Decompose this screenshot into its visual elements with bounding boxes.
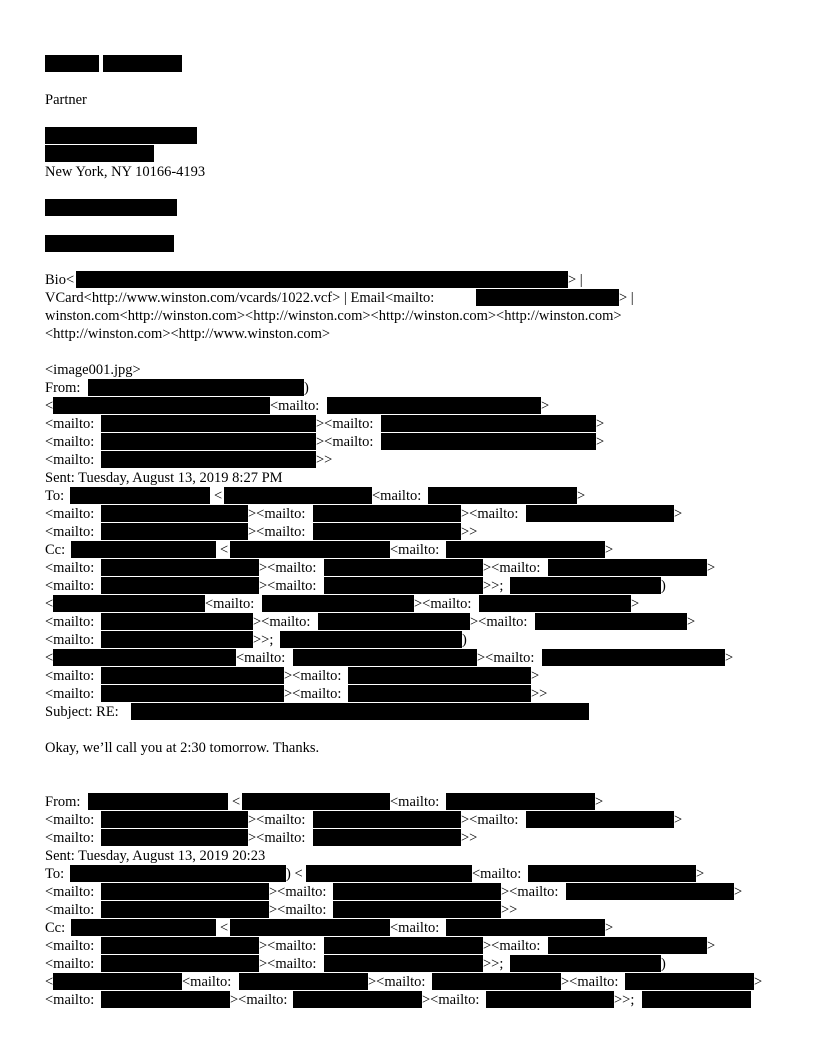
punct: < bbox=[45, 596, 54, 612]
redaction-fax bbox=[45, 235, 174, 252]
redaction bbox=[432, 973, 561, 990]
mailto-label: ><mailto: bbox=[253, 614, 311, 630]
mailto-label: <mailto: bbox=[45, 668, 95, 684]
mailto-label: <mailto: bbox=[45, 686, 95, 702]
redaction bbox=[293, 649, 477, 666]
redaction bbox=[535, 613, 687, 630]
redaction bbox=[88, 379, 304, 396]
mailto-label: ><mailto: bbox=[259, 578, 317, 594]
redaction bbox=[324, 955, 483, 972]
redaction bbox=[70, 865, 286, 882]
mailto-label: ><mailto: bbox=[284, 668, 342, 684]
redaction bbox=[70, 487, 210, 504]
mailto-label: ><mailto: bbox=[248, 524, 306, 540]
redaction bbox=[101, 433, 316, 450]
redaction bbox=[446, 541, 605, 558]
mailto-label: <mailto: bbox=[45, 884, 95, 900]
mailto-label: ><mailto: bbox=[414, 596, 472, 612]
redaction bbox=[101, 631, 253, 648]
redaction bbox=[446, 793, 595, 810]
redaction bbox=[101, 523, 248, 540]
punct: > bbox=[541, 398, 550, 414]
redaction bbox=[88, 793, 228, 810]
redaction bbox=[293, 991, 422, 1008]
site-links-2[interactable]: <http://winston.com><http://www.winston.com> bbox=[45, 326, 331, 342]
punct: > bbox=[605, 920, 614, 936]
mailto-label: <mailto: bbox=[182, 974, 232, 990]
redaction-bio-url bbox=[76, 271, 568, 288]
redaction bbox=[242, 793, 390, 810]
punct: > bbox=[754, 974, 763, 990]
redaction-firm-name bbox=[45, 127, 197, 144]
redaction bbox=[53, 595, 205, 612]
punct: > bbox=[687, 614, 696, 630]
redaction bbox=[71, 919, 216, 936]
redaction bbox=[333, 901, 501, 918]
redaction bbox=[71, 541, 216, 558]
mailto-label: <mailto: bbox=[390, 542, 440, 558]
redaction bbox=[101, 559, 259, 576]
mailto-label: ><mailto: bbox=[422, 992, 480, 1008]
vcard-end: > | bbox=[619, 290, 634, 306]
punct: > bbox=[631, 596, 640, 612]
mailto-label: ><mailto: bbox=[284, 686, 342, 702]
site-links-1[interactable]: winston.com<http://winston.com><http://winston.com><http://winston.com><http://winston.com> bbox=[45, 308, 622, 324]
punct: > bbox=[674, 812, 683, 828]
redaction bbox=[101, 415, 316, 432]
punct: ) bbox=[661, 956, 666, 972]
message-body: Okay, we’ll call you at 2:30 tomorrow. Thanks. bbox=[45, 740, 320, 756]
redaction bbox=[101, 811, 248, 828]
redaction bbox=[313, 505, 461, 522]
redaction bbox=[548, 937, 707, 954]
mailto-label: ><mailto: bbox=[501, 884, 559, 900]
redaction bbox=[101, 883, 269, 900]
redaction bbox=[548, 559, 707, 576]
mailto-label: ><mailto: bbox=[259, 956, 317, 972]
punct: >> bbox=[531, 686, 548, 702]
mailto-label: ><mailto: bbox=[248, 830, 306, 846]
mailto-label: <mailto: bbox=[390, 794, 440, 810]
redaction bbox=[101, 901, 269, 918]
redaction bbox=[262, 595, 414, 612]
mailto-label: <mailto: bbox=[45, 812, 95, 828]
mailto-label: <mailto: bbox=[45, 938, 95, 954]
mailto-label: ><mailto: bbox=[259, 560, 317, 576]
mailto-label: ><mailto: bbox=[477, 650, 535, 666]
redaction bbox=[381, 433, 596, 450]
redaction-phone bbox=[45, 199, 177, 216]
bio-line bbox=[45, 271, 74, 289]
redaction bbox=[280, 631, 462, 648]
redaction bbox=[53, 397, 270, 414]
mailto-label: ><mailto: bbox=[248, 812, 306, 828]
punct: > bbox=[605, 542, 614, 558]
redaction bbox=[324, 559, 483, 576]
mailto-label: <mailto: bbox=[45, 830, 95, 846]
cc-label: Cc: bbox=[45, 542, 66, 558]
punct: >>; bbox=[483, 956, 504, 972]
redaction bbox=[101, 577, 259, 594]
to-label: To: bbox=[45, 866, 65, 882]
redaction bbox=[306, 865, 472, 882]
mailto-label: <mailto: bbox=[45, 434, 95, 450]
punct: ) < bbox=[286, 866, 303, 882]
redaction bbox=[101, 955, 259, 972]
punct: > bbox=[734, 884, 743, 900]
redaction bbox=[324, 577, 483, 594]
punct: > bbox=[596, 416, 605, 432]
punct: > bbox=[696, 866, 705, 882]
redaction bbox=[313, 523, 461, 540]
punct: >> bbox=[461, 524, 478, 540]
mailto-label: <mailto: bbox=[205, 596, 255, 612]
redaction-name-first bbox=[45, 55, 99, 72]
mailto-label: ><mailto: bbox=[461, 812, 519, 828]
punct: > bbox=[725, 650, 734, 666]
redaction bbox=[101, 937, 259, 954]
punct: >>; bbox=[614, 992, 635, 1008]
redaction bbox=[101, 667, 284, 684]
redaction bbox=[528, 865, 696, 882]
redaction bbox=[53, 649, 236, 666]
to-label: To: bbox=[45, 488, 65, 504]
mailto-label: <mailto: bbox=[45, 578, 95, 594]
redaction-name-last bbox=[103, 55, 182, 72]
redaction bbox=[333, 883, 501, 900]
redaction bbox=[230, 919, 390, 936]
mailto-label: <mailto: bbox=[45, 452, 95, 468]
punct: > bbox=[707, 938, 716, 954]
punct: > bbox=[595, 794, 604, 810]
punct: < bbox=[45, 398, 54, 414]
mailto-label: ><mailto: bbox=[561, 974, 619, 990]
redaction-email bbox=[476, 289, 619, 306]
mailto-label: <mailto: bbox=[45, 902, 95, 918]
punct: >> bbox=[316, 452, 333, 468]
redaction bbox=[53, 973, 182, 990]
redaction bbox=[542, 649, 725, 666]
redaction bbox=[348, 667, 531, 684]
mailto-label: ><mailto: bbox=[248, 506, 306, 522]
punct: ) bbox=[304, 380, 309, 396]
redaction bbox=[101, 613, 253, 630]
redaction bbox=[239, 973, 368, 990]
redaction bbox=[101, 505, 248, 522]
mailto-label: ><mailto: bbox=[269, 884, 327, 900]
punct: > bbox=[577, 488, 586, 504]
punct: ) bbox=[661, 578, 666, 594]
address-city: New York, NY 10166-4193 bbox=[45, 164, 206, 180]
mailto-label: ><mailto: bbox=[470, 614, 528, 630]
punct: >> bbox=[461, 830, 478, 846]
mailto-label: <mailto: bbox=[270, 398, 320, 414]
punct: > bbox=[596, 434, 605, 450]
redaction bbox=[327, 397, 541, 414]
punct: > bbox=[674, 506, 683, 522]
mailto-label: <mailto: bbox=[472, 866, 522, 882]
mailto-label: ><mailto: bbox=[483, 560, 541, 576]
redaction bbox=[510, 577, 661, 594]
redaction bbox=[642, 991, 751, 1008]
mailto-label: ><mailto: bbox=[483, 938, 541, 954]
cc-label: Cc: bbox=[45, 920, 66, 936]
mailto-label: <mailto: bbox=[45, 632, 95, 648]
from-label: From: bbox=[45, 794, 81, 810]
mailto-label: ><mailto: bbox=[269, 902, 327, 918]
mailto-label: ><mailto: bbox=[461, 506, 519, 522]
mailto-label: <mailto: bbox=[45, 506, 95, 522]
mailto-label: ><mailto: bbox=[259, 938, 317, 954]
punct: >> bbox=[501, 902, 518, 918]
redaction bbox=[625, 973, 754, 990]
sent-line: Sent: Tuesday, August 13, 2019 8:27 PM bbox=[45, 470, 283, 486]
mailto-label: <mailto: bbox=[390, 920, 440, 936]
bio-end: > | bbox=[568, 272, 583, 288]
redaction bbox=[428, 487, 577, 504]
mailto-label: ><mailto: bbox=[316, 416, 374, 432]
punct: < bbox=[45, 974, 54, 990]
redaction bbox=[479, 595, 631, 612]
redaction bbox=[224, 487, 372, 504]
redaction bbox=[101, 685, 284, 702]
redaction bbox=[526, 811, 674, 828]
punct: >>; bbox=[483, 578, 504, 594]
redaction bbox=[318, 613, 470, 630]
punct: ) bbox=[462, 632, 467, 648]
punct: > bbox=[531, 668, 540, 684]
mailto-label: <mailto: bbox=[45, 956, 95, 972]
mailto-label: <mailto: bbox=[45, 416, 95, 432]
redaction bbox=[446, 919, 605, 936]
redaction-subject bbox=[131, 703, 589, 720]
subject-label: Subject: RE: bbox=[45, 704, 119, 720]
punct: < bbox=[220, 920, 229, 936]
mailto-label: ><mailto: bbox=[316, 434, 374, 450]
redaction bbox=[313, 811, 461, 828]
punct: < bbox=[220, 542, 229, 558]
mailto-label: ><mailto: bbox=[230, 992, 288, 1008]
redaction bbox=[230, 541, 390, 558]
from-label: From: bbox=[45, 380, 81, 396]
mailto-label: <mailto: bbox=[45, 524, 95, 540]
redaction bbox=[101, 829, 248, 846]
mailto-label: <mailto: bbox=[45, 992, 95, 1008]
redaction bbox=[324, 937, 483, 954]
title-line: Partner bbox=[45, 92, 87, 108]
mailto-label: <mailto: bbox=[45, 560, 95, 576]
redaction bbox=[566, 883, 734, 900]
bio-link[interactable]: Bio< bbox=[45, 272, 75, 288]
punct: < bbox=[45, 650, 54, 666]
mailto-label: <mailto: bbox=[372, 488, 422, 504]
vcard-line[interactable]: VCard<http://www.winston.com/vcards/1022.vcf> | Email<mailto: bbox=[45, 290, 435, 306]
mailto-label: ><mailto: bbox=[368, 974, 426, 990]
redaction-street bbox=[45, 145, 154, 162]
redaction bbox=[381, 415, 596, 432]
redaction bbox=[486, 991, 614, 1008]
image-placeholder: <image001.jpg> bbox=[45, 362, 141, 378]
sent-line: Sent: Tuesday, August 13, 2019 20:23 bbox=[45, 848, 266, 864]
redaction bbox=[526, 505, 674, 522]
punct: < bbox=[214, 488, 223, 504]
mailto-label: <mailto: bbox=[45, 614, 95, 630]
mailto-label: <mailto: bbox=[236, 650, 286, 666]
redaction bbox=[101, 991, 230, 1008]
redaction bbox=[101, 451, 316, 468]
punct: < bbox=[232, 794, 241, 810]
redaction bbox=[510, 955, 661, 972]
redaction bbox=[313, 829, 461, 846]
punct: >>; bbox=[253, 632, 274, 648]
punct: > bbox=[707, 560, 716, 576]
redaction bbox=[348, 685, 531, 702]
